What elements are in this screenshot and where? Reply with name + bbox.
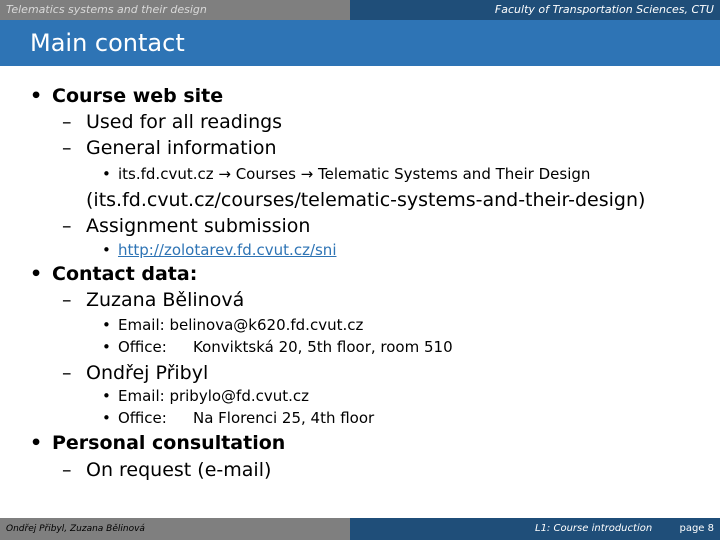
consultation-heading: Personal consultation bbox=[52, 432, 286, 454]
list-item-person1 bbox=[62, 288, 244, 312]
header-faculty-name: Faculty of Transportation Sciences, CTU bbox=[350, 0, 720, 20]
list-item-person2 bbox=[62, 361, 208, 385]
email-label: Email: bbox=[118, 387, 165, 405]
bullet-mark: • bbox=[102, 316, 111, 334]
list-item-path bbox=[102, 164, 590, 184]
bullet-mark: • bbox=[30, 85, 43, 107]
dash-mark: – bbox=[62, 362, 72, 384]
person2-email-row bbox=[102, 386, 309, 406]
person1-name: Zuzana Bělinová bbox=[86, 289, 245, 311]
person2-name: Ondřej Přibyl bbox=[86, 362, 209, 384]
bullet-contact bbox=[30, 262, 197, 286]
dash-mark: – bbox=[62, 111, 72, 133]
dash-mark: – bbox=[62, 459, 72, 481]
bullet-mark: • bbox=[102, 241, 111, 259]
person2-office-row bbox=[102, 408, 374, 428]
on-request-text: On request (e-mail) bbox=[86, 459, 272, 481]
contact-heading: Contact data: bbox=[52, 263, 198, 285]
title-bar bbox=[0, 20, 720, 66]
person1-office-row bbox=[102, 337, 453, 357]
general-text: General information bbox=[86, 137, 277, 159]
bullet-mark: • bbox=[102, 165, 111, 183]
bullet-mark: • bbox=[30, 432, 43, 454]
person1-office: Konviktská 20, 5th floor, room 510 bbox=[193, 338, 453, 356]
footer-right bbox=[350, 518, 720, 540]
header-bar bbox=[0, 0, 720, 20]
office-label: Office: bbox=[118, 338, 167, 356]
footer-page-number: page 8 bbox=[679, 523, 714, 534]
assignment-text: Assignment submission bbox=[86, 215, 311, 237]
slide-title: Main contact bbox=[30, 29, 185, 57]
course-url: (its.fd.cvut.cz/courses/telematic-systems-and-their-design) bbox=[86, 189, 646, 211]
header-course-name: Telematics systems and their design bbox=[0, 0, 350, 20]
list-item-on-request bbox=[62, 458, 271, 482]
dash-mark: – bbox=[62, 289, 72, 311]
person2-office: Na Florenci 25, 4th floor bbox=[193, 409, 375, 427]
course-web-heading: Course web site bbox=[52, 85, 224, 107]
bullet-mark: • bbox=[102, 387, 111, 405]
bullet-course-web bbox=[30, 84, 223, 108]
readings-text: Used for all readings bbox=[86, 111, 283, 133]
email-label: Email: bbox=[118, 316, 165, 334]
footer-bar bbox=[0, 518, 720, 540]
bullet-mark: • bbox=[30, 263, 43, 285]
list-item-assignment-link bbox=[102, 240, 336, 260]
list-item-readings bbox=[62, 110, 282, 134]
list-item-general bbox=[62, 136, 277, 160]
footer-course: L1: Course introduction bbox=[535, 523, 653, 534]
slide-content bbox=[0, 70, 720, 500]
person1-email: belinova@k620.fd.cvut.cz bbox=[169, 316, 364, 334]
path-text: its.fd.cvut.cz → Courses → Telematic Systems and Their Design bbox=[118, 165, 591, 183]
dash-mark: – bbox=[62, 137, 72, 159]
bullet-mark: • bbox=[102, 338, 111, 356]
footer-authors: Ondřej Přibyl, Zuzana Bělinová bbox=[0, 518, 350, 540]
office-label: Office: bbox=[118, 409, 167, 427]
dash-mark: – bbox=[62, 215, 72, 237]
assignment-link[interactable]: http://zolotarev.fd.cvut.cz/sni bbox=[118, 241, 337, 259]
person2-email: pribylo@fd.cvut.cz bbox=[169, 387, 310, 405]
list-item-assignment bbox=[62, 214, 310, 238]
bullet-consultation bbox=[30, 431, 285, 455]
bullet-mark: • bbox=[102, 409, 111, 427]
person1-email-row bbox=[102, 315, 363, 335]
